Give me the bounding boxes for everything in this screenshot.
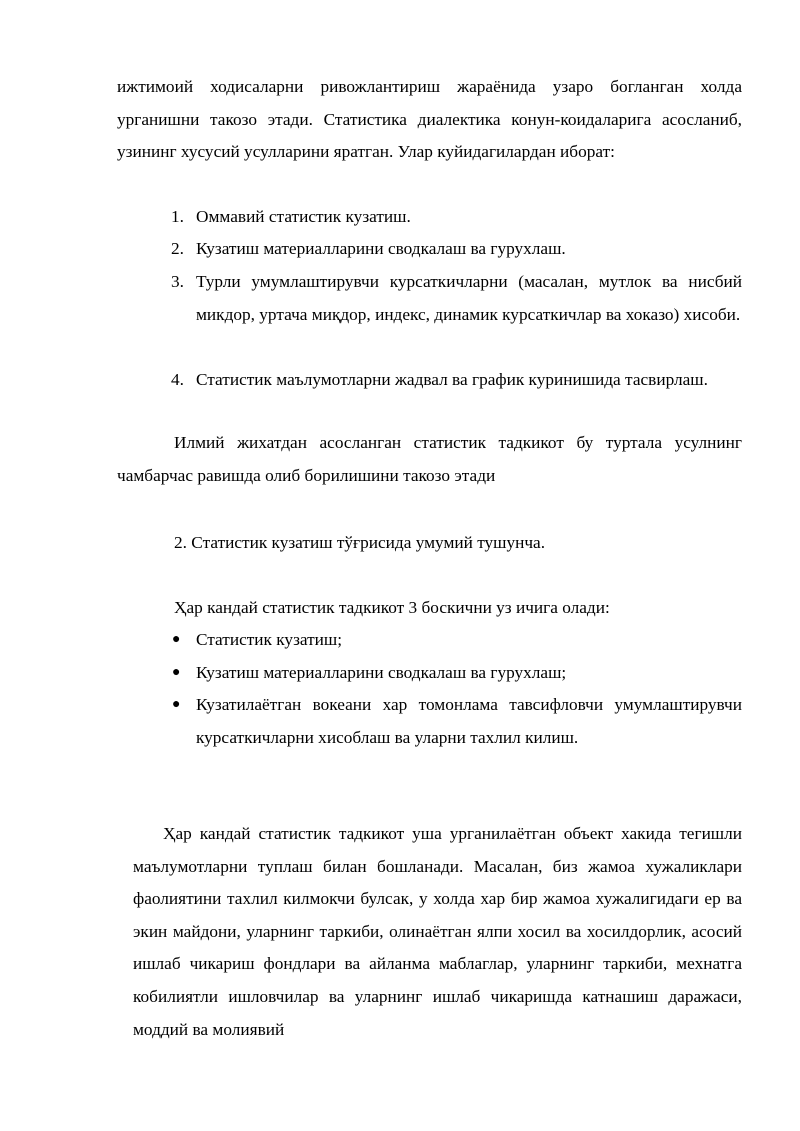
section-heading: 2. Статистик кузатиш тўғрисида умумий тушунча. <box>174 533 546 552</box>
bullet-icon: ● <box>172 697 181 712</box>
stage-text: Кузатиш материалларини сводкалаш ва гурухлаш; <box>196 663 567 682</box>
bullet-icon: ● <box>172 665 181 680</box>
stage-text: Статистик кузатиш; <box>196 630 343 649</box>
paragraph-data-collection: Ҳар кандай статистик тадкикот уша урганилаётган объект хакида тегишли маълумотларни туплаш билан бошланади. Масалан, биз жамоа хужаликлари фаолиятини тахлил килмокчи булсак, у холда хар бир жамоа хужалигидаги ер ва экин майдони, уларнинг таркиби, олинаётган ялпи хосил ва хосилдорлик, асосий ишлаб чикариш фондлари ва айланма маблаглар, уларнинг таркиби, мехнатга кобилиятли ишловчилар ва уларнинг ишлаб чикаришда катнашиш даражаси, моддий ва молиявий <box>133 824 742 1039</box>
method-text: Турли умумлаштирувчи курсаткичларни (масалан, мутлок ва нисбий микдор, уртача миқдор, индекс, динамик курсаткичлар ва хоказо) хисоби. <box>196 272 742 324</box>
method-text: Кузатиш материалларини сводкалаш ва гурухлаш. <box>196 239 566 258</box>
stages-intro: Ҳар кандай статистик тадкикот 3 боскични уз ичига олади: <box>174 598 610 617</box>
list-number: 4. <box>171 370 184 389</box>
list-number: 2. <box>171 239 184 258</box>
bullet-icon: ● <box>172 632 181 647</box>
list-number: 3. <box>171 272 184 291</box>
method-text: Оммавий статистик кузатиш. <box>196 207 411 226</box>
paragraph-intro-methods: ижтимоий ходисаларни ривожлантириш жараёнида узаро богланган холда урганишни такозо этади. Статистика диалектика конун-коидаларига асосланиб, узининг хусусий усулларини яратган. Улар куйидагилардан иборат: <box>117 77 742 162</box>
list-number: 1. <box>171 207 184 226</box>
method-text: Статистик маълумотларни жадвал ва график куринишида тасвирлаш. <box>196 370 708 389</box>
paragraph-scientific-basis: Илмий жихатдан асосланган статистик тадкикот бу туртала усулнинг чамбарчас равишда олиб борилишини такозо этади <box>117 433 742 485</box>
stage-text: Кузатилаётган вокеани хар томонлама тавсифловчи умумлаштирувчи курсаткичларни хисоблаш ва уларни тахлил килиш. <box>196 695 742 747</box>
